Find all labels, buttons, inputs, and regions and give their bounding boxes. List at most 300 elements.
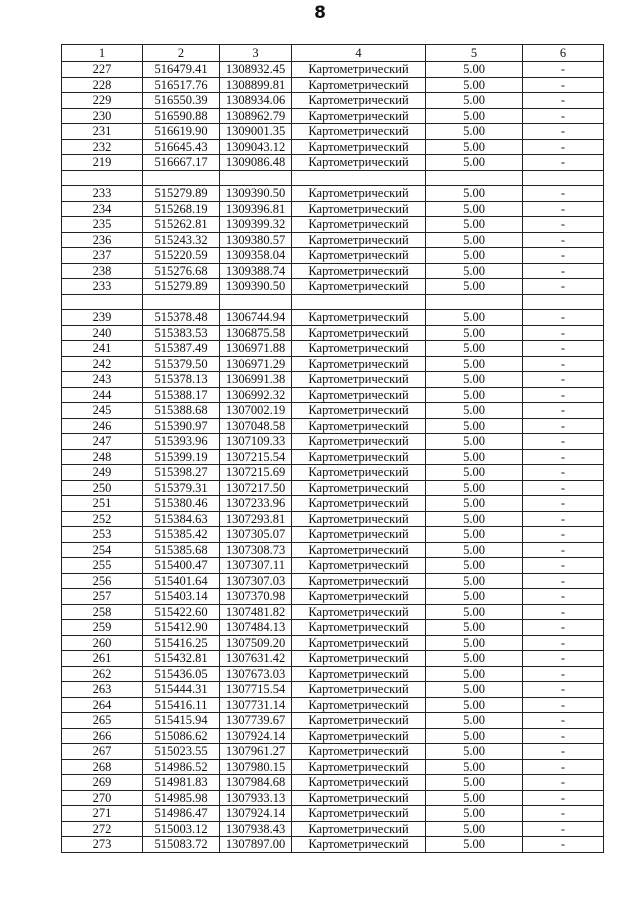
table-cell: - bbox=[523, 201, 604, 217]
table-row bbox=[62, 465, 604, 481]
table-cell: 514981.83 bbox=[143, 775, 220, 791]
table-cell: 5.00 bbox=[426, 186, 523, 202]
table-cell: 1307048.58 bbox=[220, 418, 292, 434]
table-cell: Картометрический bbox=[292, 744, 426, 760]
table-cell: 240 bbox=[62, 325, 143, 341]
table-cell: 516619.90 bbox=[143, 124, 220, 140]
table-cell: 1308962.79 bbox=[220, 108, 292, 124]
table-cell: 5.00 bbox=[426, 418, 523, 434]
separator-row bbox=[62, 170, 604, 186]
header-cell: 5 bbox=[426, 45, 523, 62]
table-cell: 234 bbox=[62, 201, 143, 217]
table-cell: - bbox=[523, 232, 604, 248]
table-cell: 5.00 bbox=[426, 434, 523, 450]
table-cell: 5.00 bbox=[426, 201, 523, 217]
table-cell: Картометрический bbox=[292, 558, 426, 574]
table-cell: Картометрический bbox=[292, 248, 426, 264]
table-cell bbox=[426, 294, 523, 310]
table-row bbox=[62, 682, 604, 698]
header-cell: 6 bbox=[523, 45, 604, 62]
table-cell: 5.00 bbox=[426, 217, 523, 233]
table-cell: Картометрический bbox=[292, 77, 426, 93]
table-cell: Картометрический bbox=[292, 403, 426, 419]
table-row bbox=[62, 139, 604, 155]
header-cell: 4 bbox=[292, 45, 426, 62]
table-cell: - bbox=[523, 666, 604, 682]
table-cell: 5.00 bbox=[426, 558, 523, 574]
table-row bbox=[62, 186, 604, 202]
table-cell: 5.00 bbox=[426, 775, 523, 791]
table-cell: Картометрический bbox=[292, 759, 426, 775]
table-row bbox=[62, 604, 604, 620]
table-row bbox=[62, 821, 604, 837]
table-cell: 257 bbox=[62, 589, 143, 605]
table-cell: Картометрический bbox=[292, 372, 426, 388]
table-cell bbox=[220, 170, 292, 186]
table-cell: - bbox=[523, 341, 604, 357]
table-cell: 1307938.43 bbox=[220, 821, 292, 837]
table-cell: 515003.12 bbox=[143, 821, 220, 837]
table-row bbox=[62, 232, 604, 248]
table-cell: Картометрический bbox=[292, 139, 426, 155]
table-cell: 515398.27 bbox=[143, 465, 220, 481]
table-cell: 1309380.57 bbox=[220, 232, 292, 248]
table-cell: 237 bbox=[62, 248, 143, 264]
table-cell: 266 bbox=[62, 728, 143, 744]
table-cell: 1307305.07 bbox=[220, 527, 292, 543]
table-cell: 5.00 bbox=[426, 821, 523, 837]
table-cell: 262 bbox=[62, 666, 143, 682]
table-cell: Картометрический bbox=[292, 62, 426, 78]
table-row bbox=[62, 697, 604, 713]
table-cell: Картометрический bbox=[292, 356, 426, 372]
table-cell: 1307924.14 bbox=[220, 728, 292, 744]
table-cell: 515379.50 bbox=[143, 356, 220, 372]
table-cell: Картометрический bbox=[292, 682, 426, 698]
table-cell: 5.00 bbox=[426, 728, 523, 744]
table-cell: 5.00 bbox=[426, 310, 523, 326]
table-cell: 1307002.19 bbox=[220, 403, 292, 419]
table-cell: - bbox=[523, 713, 604, 729]
table-cell: 515388.68 bbox=[143, 403, 220, 419]
table-cell: 515444.31 bbox=[143, 682, 220, 698]
table-cell: 516517.76 bbox=[143, 77, 220, 93]
table-cell: 5.00 bbox=[426, 620, 523, 636]
table-cell: 515390.97 bbox=[143, 418, 220, 434]
table-cell: - bbox=[523, 310, 604, 326]
table-row bbox=[62, 837, 604, 853]
table-cell: - bbox=[523, 217, 604, 233]
table-row bbox=[62, 527, 604, 543]
table-cell: 515388.17 bbox=[143, 387, 220, 403]
table-cell bbox=[292, 170, 426, 186]
table-cell: 515412.90 bbox=[143, 620, 220, 636]
table-cell: Картометрический bbox=[292, 651, 426, 667]
table-row bbox=[62, 806, 604, 822]
table-cell: 5.00 bbox=[426, 449, 523, 465]
table-cell: 515378.13 bbox=[143, 372, 220, 388]
table-cell: 1309399.32 bbox=[220, 217, 292, 233]
table-row bbox=[62, 372, 604, 388]
table-row bbox=[62, 356, 604, 372]
table-cell: 238 bbox=[62, 263, 143, 279]
table-cell: - bbox=[523, 387, 604, 403]
table-cell: - bbox=[523, 449, 604, 465]
table-cell: 229 bbox=[62, 93, 143, 109]
table-cell: - bbox=[523, 465, 604, 481]
table-cell: 269 bbox=[62, 775, 143, 791]
table-cell: 242 bbox=[62, 356, 143, 372]
table-cell: - bbox=[523, 527, 604, 543]
table-cell: 1307109.33 bbox=[220, 434, 292, 450]
table-cell: - bbox=[523, 759, 604, 775]
table-cell: 515393.96 bbox=[143, 434, 220, 450]
table-cell: 5.00 bbox=[426, 480, 523, 496]
table-cell: - bbox=[523, 186, 604, 202]
table-cell: 271 bbox=[62, 806, 143, 822]
table-cell bbox=[426, 170, 523, 186]
table-cell: 251 bbox=[62, 496, 143, 512]
table-cell: 1306991.38 bbox=[220, 372, 292, 388]
table-cell: Картометрический bbox=[292, 279, 426, 295]
table-row bbox=[62, 62, 604, 78]
table-cell: 1307215.54 bbox=[220, 449, 292, 465]
table-cell: 1306971.29 bbox=[220, 356, 292, 372]
table-cell: 270 bbox=[62, 790, 143, 806]
table-cell: 1307924.14 bbox=[220, 806, 292, 822]
table-cell: 515279.89 bbox=[143, 186, 220, 202]
table-cell: 232 bbox=[62, 139, 143, 155]
table-cell: 516550.39 bbox=[143, 93, 220, 109]
table-cell: 5.00 bbox=[426, 744, 523, 760]
table-cell bbox=[62, 170, 143, 186]
table-cell: 5.00 bbox=[426, 496, 523, 512]
table-cell: 1307673.03 bbox=[220, 666, 292, 682]
table-cell: 230 bbox=[62, 108, 143, 124]
table-cell: 1306875.58 bbox=[220, 325, 292, 341]
table-cell: 515416.11 bbox=[143, 697, 220, 713]
table-cell: Картометрический bbox=[292, 155, 426, 171]
table-row bbox=[62, 511, 604, 527]
table-row bbox=[62, 496, 604, 512]
table-cell: 249 bbox=[62, 465, 143, 481]
table-cell: 5.00 bbox=[426, 790, 523, 806]
separator-row bbox=[62, 294, 604, 310]
table-cell: 5.00 bbox=[426, 573, 523, 589]
table-cell: 254 bbox=[62, 542, 143, 558]
table-cell: 5.00 bbox=[426, 325, 523, 341]
table-cell: 235 bbox=[62, 217, 143, 233]
table-cell: 1306971.88 bbox=[220, 341, 292, 357]
table-cell: 1309043.12 bbox=[220, 139, 292, 155]
table-cell: - bbox=[523, 480, 604, 496]
table-row bbox=[62, 93, 604, 109]
table-row bbox=[62, 589, 604, 605]
table-cell: 5.00 bbox=[426, 139, 523, 155]
table-cell: Картометрический bbox=[292, 604, 426, 620]
table-cell: 1308934.06 bbox=[220, 93, 292, 109]
table-row bbox=[62, 325, 604, 341]
table-cell: Картометрический bbox=[292, 465, 426, 481]
table-cell: - bbox=[523, 279, 604, 295]
table-cell: - bbox=[523, 651, 604, 667]
table-cell: 255 bbox=[62, 558, 143, 574]
table-cell: 515387.49 bbox=[143, 341, 220, 357]
table-cell: Картометрический bbox=[292, 790, 426, 806]
table-cell: - bbox=[523, 248, 604, 264]
table-row bbox=[62, 542, 604, 558]
table-cell: 247 bbox=[62, 434, 143, 450]
table-row bbox=[62, 310, 604, 326]
table-cell: - bbox=[523, 356, 604, 372]
table-cell: Картометрический bbox=[292, 263, 426, 279]
table-cell: 5.00 bbox=[426, 651, 523, 667]
table-cell: 5.00 bbox=[426, 682, 523, 698]
table-row bbox=[62, 263, 604, 279]
table-cell: 243 bbox=[62, 372, 143, 388]
table-cell: - bbox=[523, 372, 604, 388]
table-cell: - bbox=[523, 821, 604, 837]
table-cell: - bbox=[523, 418, 604, 434]
table-cell: 261 bbox=[62, 651, 143, 667]
table-cell: 515268.19 bbox=[143, 201, 220, 217]
table-cell: Картометрический bbox=[292, 713, 426, 729]
table-cell: 515400.47 bbox=[143, 558, 220, 574]
table-row bbox=[62, 651, 604, 667]
table-cell: 1307370.98 bbox=[220, 589, 292, 605]
table-row bbox=[62, 666, 604, 682]
table-cell: 219 bbox=[62, 155, 143, 171]
table-cell: 1307715.54 bbox=[220, 682, 292, 698]
table-cell: 267 bbox=[62, 744, 143, 760]
table-cell: 233 bbox=[62, 186, 143, 202]
table-cell: 516590.88 bbox=[143, 108, 220, 124]
coordinates-table bbox=[61, 44, 604, 853]
table-cell: 5.00 bbox=[426, 604, 523, 620]
table-cell: 515385.68 bbox=[143, 542, 220, 558]
table-cell: 515385.42 bbox=[143, 527, 220, 543]
table-cell: 515379.31 bbox=[143, 480, 220, 496]
table-cell: 1309358.04 bbox=[220, 248, 292, 264]
table-row bbox=[62, 759, 604, 775]
table-cell: Картометрический bbox=[292, 542, 426, 558]
header-cell: 3 bbox=[220, 45, 292, 62]
table-cell: 248 bbox=[62, 449, 143, 465]
table-cell: 515378.48 bbox=[143, 310, 220, 326]
table-cell: 515399.19 bbox=[143, 449, 220, 465]
table-cell: 239 bbox=[62, 310, 143, 326]
table-cell: Картометрический bbox=[292, 837, 426, 853]
table-cell: 5.00 bbox=[426, 356, 523, 372]
table-cell: 1307484.13 bbox=[220, 620, 292, 636]
table-cell: 250 bbox=[62, 480, 143, 496]
table-cell: - bbox=[523, 635, 604, 651]
table-cell: 515276.68 bbox=[143, 263, 220, 279]
table-cell: 5.00 bbox=[426, 279, 523, 295]
table-cell: 1306992.32 bbox=[220, 387, 292, 403]
table-cell: Картометрический bbox=[292, 217, 426, 233]
table-cell: 228 bbox=[62, 77, 143, 93]
table-cell: 515383.53 bbox=[143, 325, 220, 341]
table-cell bbox=[62, 294, 143, 310]
table-cell: 5.00 bbox=[426, 62, 523, 78]
table-cell: Картометрический bbox=[292, 310, 426, 326]
table-cell bbox=[523, 294, 604, 310]
table-cell: 5.00 bbox=[426, 155, 523, 171]
table-cell: 5.00 bbox=[426, 589, 523, 605]
table-cell: - bbox=[523, 93, 604, 109]
table-cell: 5.00 bbox=[426, 511, 523, 527]
table-cell: 1307293.81 bbox=[220, 511, 292, 527]
table-body bbox=[62, 45, 604, 853]
table-cell: 1308932.45 bbox=[220, 62, 292, 78]
table-cell bbox=[143, 294, 220, 310]
table-row bbox=[62, 418, 604, 434]
table-cell: 1307739.67 bbox=[220, 713, 292, 729]
table-cell: Картометрический bbox=[292, 201, 426, 217]
table-cell: 5.00 bbox=[426, 341, 523, 357]
header-row bbox=[62, 45, 604, 62]
table-cell: Картометрический bbox=[292, 232, 426, 248]
table-cell: 1307984.68 bbox=[220, 775, 292, 791]
table-cell: 515023.55 bbox=[143, 744, 220, 760]
table-cell: 515384.63 bbox=[143, 511, 220, 527]
table-cell: 245 bbox=[62, 403, 143, 419]
table-cell: Картометрический bbox=[292, 666, 426, 682]
table-cell: - bbox=[523, 589, 604, 605]
table-cell bbox=[220, 294, 292, 310]
table-cell: 514986.47 bbox=[143, 806, 220, 822]
table-cell: 515416.25 bbox=[143, 635, 220, 651]
table-cell: - bbox=[523, 62, 604, 78]
table-cell: 260 bbox=[62, 635, 143, 651]
table-cell bbox=[523, 170, 604, 186]
table-cell: 5.00 bbox=[426, 124, 523, 140]
header-cell: 2 bbox=[143, 45, 220, 62]
table-cell: - bbox=[523, 403, 604, 419]
table-cell: 1307731.14 bbox=[220, 697, 292, 713]
table-cell: 514986.52 bbox=[143, 759, 220, 775]
table-row bbox=[62, 77, 604, 93]
table-cell: 1307308.73 bbox=[220, 542, 292, 558]
table-cell: 1309086.48 bbox=[220, 155, 292, 171]
page-number: 8 bbox=[314, 3, 326, 23]
table-cell: 1307933.13 bbox=[220, 790, 292, 806]
table-cell: 1307215.69 bbox=[220, 465, 292, 481]
table-cell: 1309390.50 bbox=[220, 186, 292, 202]
table-cell: 1309396.81 bbox=[220, 201, 292, 217]
table-cell: 1307481.82 bbox=[220, 604, 292, 620]
table-cell: 1307897.00 bbox=[220, 837, 292, 853]
table-cell: Картометрический bbox=[292, 620, 426, 636]
table-cell: - bbox=[523, 837, 604, 853]
table-cell: 516479.41 bbox=[143, 62, 220, 78]
table-cell: - bbox=[523, 496, 604, 512]
table-cell: 5.00 bbox=[426, 713, 523, 729]
table-cell: - bbox=[523, 511, 604, 527]
table-cell: 515436.05 bbox=[143, 666, 220, 682]
table-cell: 5.00 bbox=[426, 248, 523, 264]
table-cell: 1309388.74 bbox=[220, 263, 292, 279]
table-cell: 1307631.42 bbox=[220, 651, 292, 667]
table-cell: Картометрический bbox=[292, 496, 426, 512]
table-cell: Картометрический bbox=[292, 124, 426, 140]
table-cell: - bbox=[523, 697, 604, 713]
table-cell: 515432.81 bbox=[143, 651, 220, 667]
table-cell: - bbox=[523, 325, 604, 341]
table-cell: - bbox=[523, 155, 604, 171]
table-row bbox=[62, 279, 604, 295]
table-row bbox=[62, 124, 604, 140]
table-row bbox=[62, 775, 604, 791]
table-cell: 5.00 bbox=[426, 759, 523, 775]
table-cell: 272 bbox=[62, 821, 143, 837]
table-cell: 265 bbox=[62, 713, 143, 729]
table-cell: 5.00 bbox=[426, 263, 523, 279]
table-cell: Картометрический bbox=[292, 511, 426, 527]
header-cell: 1 bbox=[62, 45, 143, 62]
table-cell: 227 bbox=[62, 62, 143, 78]
table-cell: Картометрический bbox=[292, 821, 426, 837]
table-cell: - bbox=[523, 744, 604, 760]
table-cell: - bbox=[523, 263, 604, 279]
table-cell: 268 bbox=[62, 759, 143, 775]
table-cell: 263 bbox=[62, 682, 143, 698]
table-cell: Картометрический bbox=[292, 108, 426, 124]
table-cell: 5.00 bbox=[426, 108, 523, 124]
table-cell: Картометрический bbox=[292, 186, 426, 202]
table-cell: 5.00 bbox=[426, 635, 523, 651]
table-row bbox=[62, 573, 604, 589]
table-cell: 231 bbox=[62, 124, 143, 140]
table-cell: 259 bbox=[62, 620, 143, 636]
table-cell: Картометрический bbox=[292, 418, 426, 434]
table-cell: - bbox=[523, 77, 604, 93]
table-row bbox=[62, 341, 604, 357]
table-cell: 515086.62 bbox=[143, 728, 220, 744]
table-cell: 5.00 bbox=[426, 232, 523, 248]
table-cell: 5.00 bbox=[426, 697, 523, 713]
table-cell: - bbox=[523, 434, 604, 450]
table-cell bbox=[143, 170, 220, 186]
table-cell: 515279.89 bbox=[143, 279, 220, 295]
table-cell: 264 bbox=[62, 697, 143, 713]
table-cell: 516645.43 bbox=[143, 139, 220, 155]
table-cell: 1307217.50 bbox=[220, 480, 292, 496]
table-cell: 1307980.15 bbox=[220, 759, 292, 775]
table-cell: Картометрический bbox=[292, 527, 426, 543]
table-cell: - bbox=[523, 573, 604, 589]
table-cell: 5.00 bbox=[426, 387, 523, 403]
table-cell: Картометрический bbox=[292, 635, 426, 651]
table-cell: 1309001.35 bbox=[220, 124, 292, 140]
table-cell: 252 bbox=[62, 511, 143, 527]
table-cell: 514985.98 bbox=[143, 790, 220, 806]
table-cell: 273 bbox=[62, 837, 143, 853]
table-cell: 244 bbox=[62, 387, 143, 403]
table-row bbox=[62, 449, 604, 465]
table-cell: Картометрический bbox=[292, 697, 426, 713]
table-row bbox=[62, 635, 604, 651]
table-cell: - bbox=[523, 620, 604, 636]
table-cell: 515220.59 bbox=[143, 248, 220, 264]
table-row bbox=[62, 387, 604, 403]
table-cell: 5.00 bbox=[426, 837, 523, 853]
table-cell: - bbox=[523, 558, 604, 574]
table-cell: 236 bbox=[62, 232, 143, 248]
table-cell: 5.00 bbox=[426, 93, 523, 109]
table-row bbox=[62, 403, 604, 419]
